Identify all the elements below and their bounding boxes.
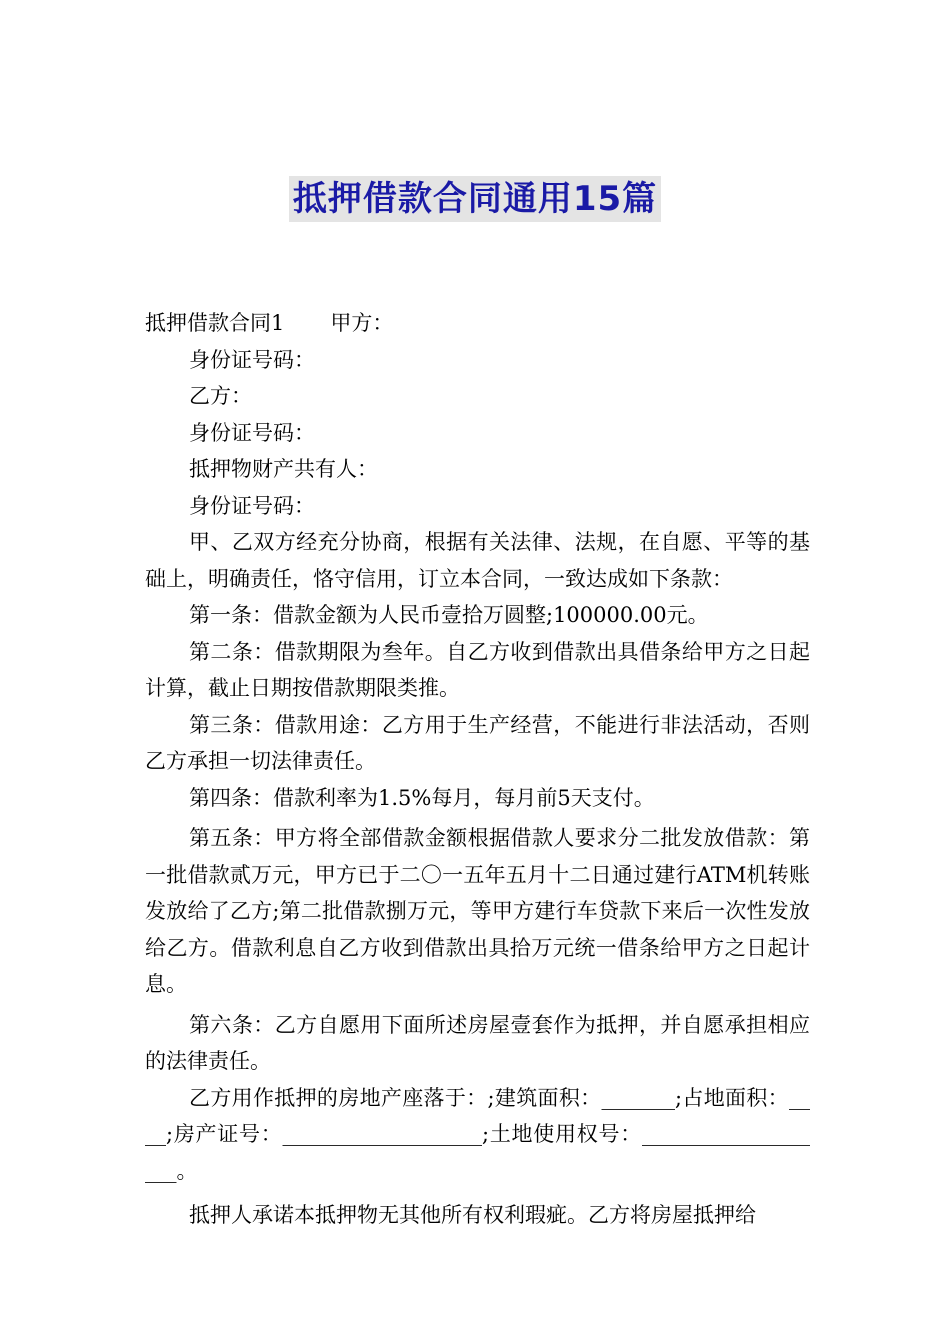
party-b-line: 乙方：	[189, 384, 252, 408]
article-4: 第四条：借款利率为1.5%每月，每月前5天支付。	[189, 785, 655, 810]
article-6: 第六条：乙方自愿用下面所述房屋壹套作为抵押，并自愿承担相应的法律责任。	[145, 1012, 810, 1073]
party-a-id-line: 身份证号码：	[189, 347, 315, 372]
preamble-paragraph: 甲、乙双方经充分协商，根据有关法律、法规，在自愿、平等的基础上，明确责任，恪守信用，订立本合同，一致达成如下条款：	[145, 530, 810, 591]
title-container	[0, 176, 950, 222]
mortgagor-commitment: 抵押人承诺本抵押物无其他所有权利瑕疵。乙方将房屋抵押给	[189, 1203, 756, 1227]
document-title: 抵押借款合同通用15篇	[289, 176, 661, 222]
article-3: 第三条：借款用途：乙方用于生产经营，不能进行非法活动，否则乙方承担一切法律责任。	[145, 712, 810, 773]
article-5: 第五条：甲方将全部借款金额根据借款人要求分二批发放借款：第一批借款贰万元，甲方已于二〇一五年五月十二日通过建行ATM机转账发放给了乙方;第二批借款捌万元，等甲方建行车贷款下来后一次性发放给乙方。借款利息自乙方收到借款出具拾万元统一借条给甲方之日起计息。	[145, 826, 810, 996]
co-owner-line: 抵押物财产共有人：	[189, 457, 378, 481]
article-1: 第一条：借款金额为人民币壹拾万圆整;100000.00元。	[189, 603, 709, 627]
article-2: 第二条：借款期限为叁年。自乙方收到借款出具借条给甲方之日起计算，截止日期按借款期限类推。	[145, 639, 810, 700]
party-b-id-line: 身份证号码：	[189, 420, 315, 445]
property-details: 乙方用作抵押的房地产座落于：;建筑面积：_______;占地面积：____;房产证号：___________________;土地使用权号：___________________。	[145, 1085, 810, 1183]
party-a-label: 甲方：	[330, 311, 394, 335]
contract-heading-label: 抵押借款合同1	[145, 311, 285, 335]
contract-heading	[145, 305, 810, 342]
co-owner-id-line: 身份证号码：	[189, 493, 315, 518]
document-body	[145, 305, 810, 1234]
